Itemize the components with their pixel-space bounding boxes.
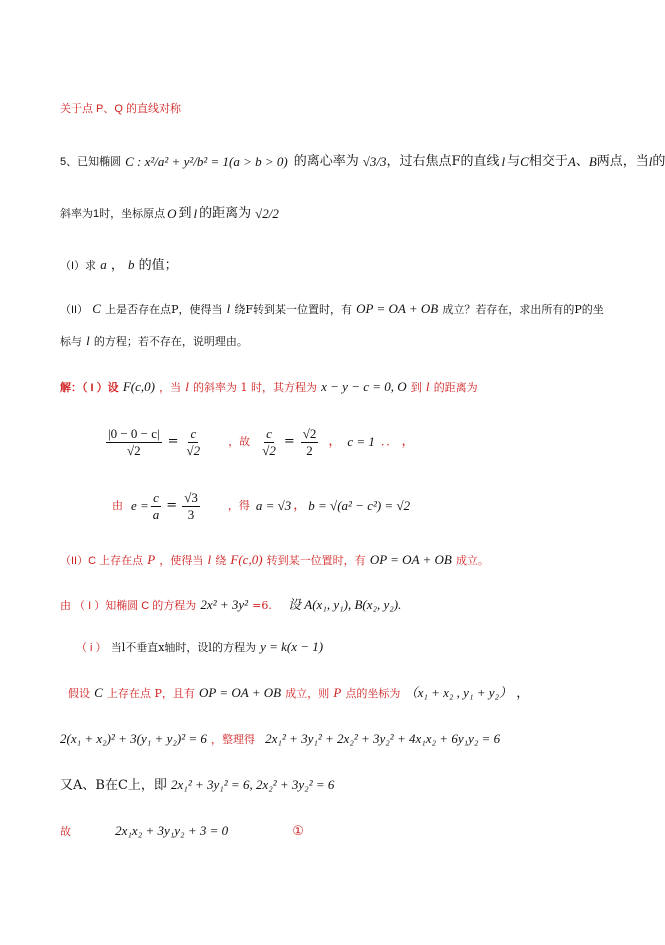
math-l: l (226, 301, 231, 316)
math-l: l (193, 206, 198, 221)
final-equation: 2x₁x₂ + 3y₁y₂ + 3 = 0 (115, 823, 229, 838)
problem-line-1 (60, 142, 665, 182)
text: ， (516, 686, 530, 701)
problem-line-2 (60, 196, 279, 232)
expanded-equation: 2(x₁ + x₂)² + 3(y₁ + y₂)² = 6 (60, 731, 207, 746)
numerator: c (266, 425, 272, 441)
text: （II） (60, 304, 89, 316)
text: e = (131, 498, 149, 513)
text: 的方程；若不存在，说明理由。 (93, 335, 248, 348)
text: （I）求 (60, 260, 97, 272)
denominator: √2 (127, 442, 141, 458)
also-line (60, 776, 334, 795)
text: 与 (507, 154, 521, 169)
math-C: C (520, 154, 529, 169)
text: ， (110, 258, 124, 273)
distance-value: √2/2 (255, 206, 279, 221)
P-coordinates: （x₁ + x₂ , y₁ + y₂） (404, 685, 513, 700)
numerator: |0 − 0 − c| (108, 425, 160, 441)
text: ， (401, 434, 415, 449)
eccentricity: √3/3 (362, 154, 387, 169)
text: 绕F转到某一位置时，有 (234, 303, 353, 316)
text: 成立。 (456, 554, 490, 567)
text: ，使得当 (159, 554, 204, 567)
solution-2-header (60, 551, 489, 570)
text: 到 (410, 381, 422, 394)
part-2-question-line-1 (60, 300, 604, 319)
ellipse-equation: C : x²/a² + y²/b² = 1(a > b > 0) (125, 154, 288, 169)
text: 假设 (68, 687, 90, 700)
vector-equation: OP = OA + OB (199, 685, 282, 700)
ellipse-equation-line (60, 596, 401, 615)
section-title: 关于点 P、Q 的直线对称 (60, 103, 182, 115)
a-b-values (112, 486, 410, 526)
text: ，当 (159, 381, 182, 394)
simplified-equation: 2x₁² + 3y₁² + 2x₂² + 3y₂² + 4x₁x₂ + 6y₁y₂ = 6 (265, 731, 501, 746)
text: 标与 (60, 335, 82, 348)
math-F: F(c,0) (230, 552, 263, 567)
text: 绕 (215, 554, 227, 567)
text: 、 (575, 154, 589, 169)
ellipse-equation-2: 2x² + 3y² (200, 597, 249, 612)
text: 当l不垂直x轴时，设l的方程为 (110, 641, 256, 654)
denominator: a (152, 506, 160, 522)
text: ，过右焦点F的直线 (386, 154, 500, 169)
math-l: l (501, 154, 506, 169)
text: 的值； (138, 258, 178, 273)
numerator: √2 (302, 425, 317, 441)
text: 转到某一位置时，有 (266, 554, 366, 567)
text: = (166, 498, 178, 513)
part-2-question-line-2 (60, 332, 248, 351)
text: 成立，则 (285, 687, 330, 700)
text: ，故 (228, 435, 251, 448)
text: 斜率为1时，坐标原点 (60, 208, 166, 220)
math-l: l (425, 379, 430, 394)
text: =6. (252, 599, 272, 612)
numerator: c (190, 425, 197, 441)
fraction (151, 490, 162, 523)
text: 成立？若存在，求出所有的P的坐 (442, 303, 604, 316)
case-1-line (76, 638, 323, 657)
points-on-ellipse-equation: 2x₁² + 3y₁² = 6, 2x₂² + 3y₂² = 6 (171, 777, 335, 792)
text: ．． (380, 435, 398, 448)
text: ， (328, 434, 342, 449)
denominator: 2 (306, 442, 313, 458)
text: 又A、B在C上，即 (60, 778, 167, 793)
vector-equation: OP = OA + OB (356, 301, 439, 316)
text: 解：（ I ）设 (60, 382, 119, 394)
math-O: O (167, 206, 177, 221)
distance-equation (104, 420, 414, 464)
text: 到 (178, 206, 192, 221)
text: （II）C 上存在点 (60, 555, 144, 567)
assume-line (68, 684, 529, 703)
points-A-B: 设 A(x₁, y₁), B(x₂, y₂). (288, 597, 402, 612)
text: 由 (112, 499, 123, 512)
b-value: b = √(a² − c²) = √2 (308, 498, 411, 513)
problem-number: 5、已知椭圆 (60, 156, 122, 168)
line-l-equation: y = k(x − 1) (260, 639, 324, 654)
text: 故 (60, 825, 71, 838)
denominator: 3 (187, 506, 195, 522)
part-1-question (60, 256, 178, 275)
a-value: a = √3 (255, 498, 292, 513)
text: ， (293, 498, 307, 513)
numerator: √3 (184, 489, 198, 505)
math-l: l (86, 333, 90, 348)
text: ，整理得 (211, 733, 255, 746)
math-C: C (94, 685, 103, 700)
c-value: c = 1 (347, 434, 375, 449)
text: 的斜率为 1 时，其方程为 (192, 381, 317, 394)
math-l: l (207, 552, 212, 567)
math-P: P (333, 685, 342, 700)
fraction (182, 490, 200, 523)
fraction (301, 426, 319, 459)
focus-F: F(c,0) (122, 379, 155, 394)
text: 的 (652, 154, 665, 169)
text: （ i ） (76, 642, 107, 654)
math-a: a (100, 257, 107, 272)
denominator: √2 (262, 442, 276, 458)
fraction (260, 426, 278, 459)
text: 两点，当 (596, 154, 649, 169)
denominator: √2 (186, 442, 201, 458)
text: 的距离为 (433, 381, 478, 394)
math-l: l (648, 154, 653, 169)
equation-marker: ① (292, 824, 304, 839)
fraction (185, 426, 203, 459)
text: 上是否存在点P，使得当 (105, 303, 223, 316)
math-l: l (185, 379, 189, 394)
text: = (283, 434, 295, 449)
vector-equation: OP = OA + OB (369, 552, 452, 567)
numerator: c (153, 489, 159, 505)
expand-line (60, 730, 500, 749)
text: ，得 (227, 499, 250, 512)
text: 的距离为 (199, 206, 252, 221)
text: = (167, 434, 179, 449)
text: 由 （ I ）知椭圆 C 的方程为 (60, 600, 197, 612)
math-b: b (128, 257, 135, 272)
fraction (106, 426, 162, 459)
line-equation: x − y − c = 0, O (321, 379, 407, 394)
math-B: B (588, 154, 597, 169)
text: 的离心率为 (293, 154, 359, 169)
solution-1-header (60, 378, 478, 397)
text: 点的坐标为 (345, 687, 401, 700)
math-P: P (147, 552, 156, 567)
text: 上存在点 P，且有 (106, 687, 195, 700)
math-A: A (567, 154, 576, 169)
math-C: C (92, 301, 101, 316)
therefore-line (60, 822, 304, 841)
text: 相交于 (528, 154, 568, 169)
